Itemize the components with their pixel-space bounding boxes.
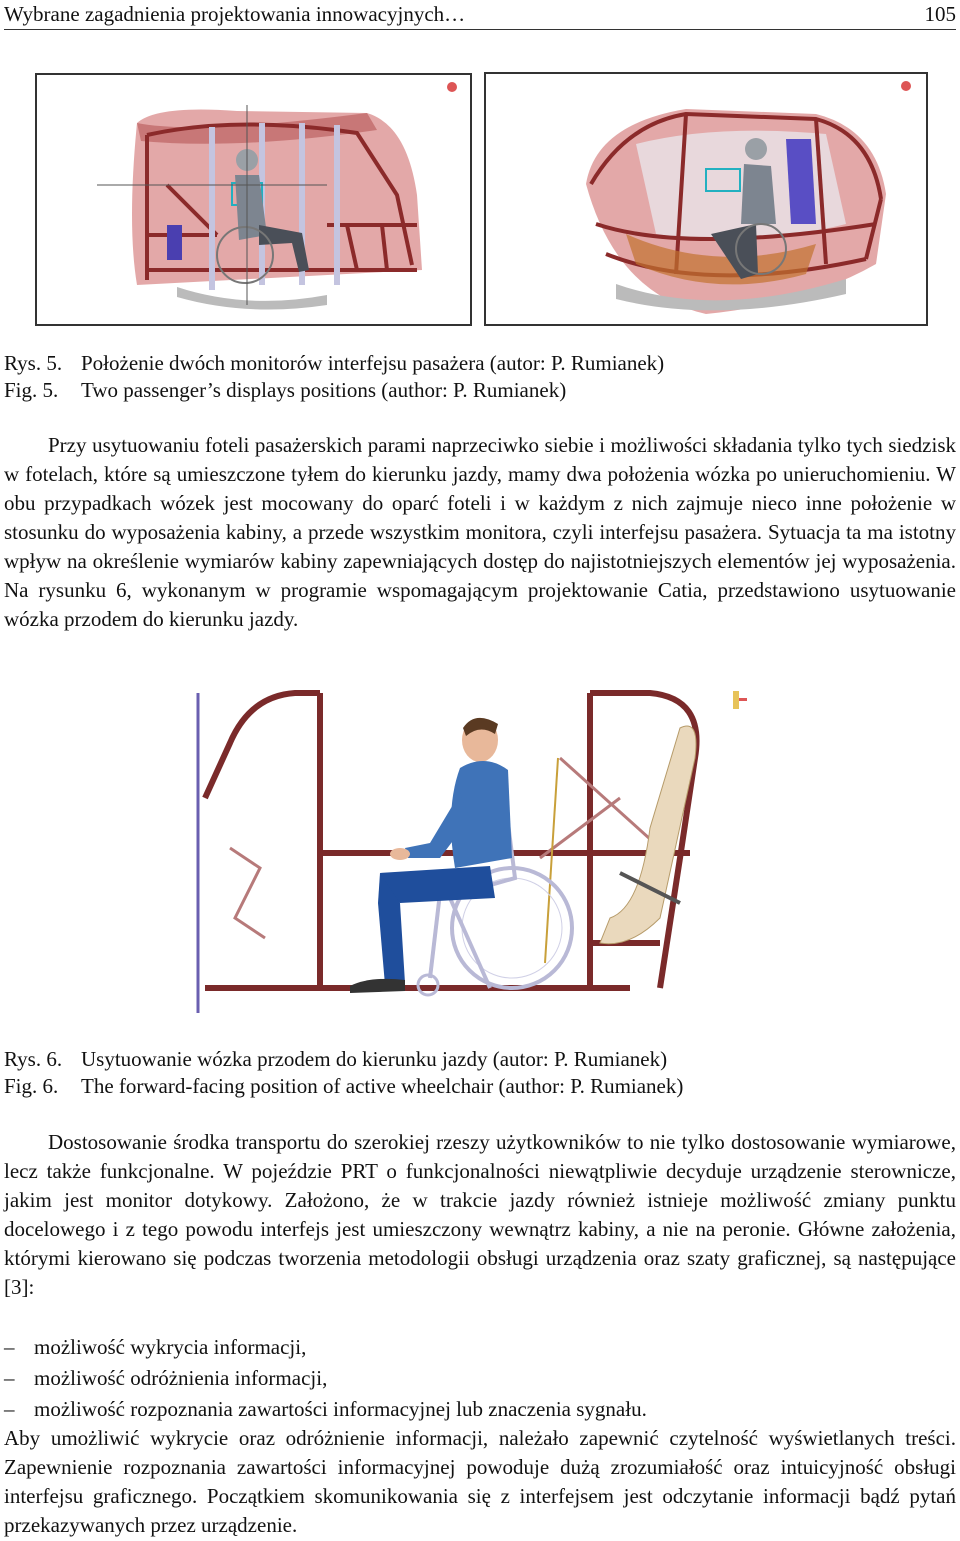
wheelchair-forward-illustration <box>190 688 775 1020</box>
figure-6-caption-pl <box>4 1046 667 1073</box>
list-dash: – <box>4 1335 15 1359</box>
figure-5-right-view <box>484 72 928 326</box>
caption-number: Fig. 5. <box>4 378 59 402</box>
cabin-perspective-illustration <box>486 74 926 324</box>
caption-text: Położenie dwóch monitorów interfejsu pasażera (autor: P. Rumianek) <box>81 351 665 375</box>
list-item <box>4 1394 956 1425</box>
running-header <box>4 0 956 30</box>
caption-text: Two passenger’s displays positions (author: P. Rumianek) <box>81 378 567 402</box>
page-number: 105 <box>924 2 956 26</box>
list-item-text: możliwość rozpoznania zawartości informacyjnej lub znaczenia sygnału. <box>34 1397 647 1421</box>
figure-5-caption-en <box>4 377 566 404</box>
list-item <box>4 1363 956 1394</box>
caption-number: Rys. 6. <box>4 1047 63 1071</box>
body-paragraph-3: Aby umożliwić wykrycie oraz odróżnienie informacji, należało zapewnić czytelność wyświetlanych treści. Zapewnienie rozpoznania zawartości informacyjnej powoduje dużą zrozumiałość oraz intuicyjność obsługi interfejsu graficznego. Początkiem skomunikowania się z interfejsem jest odczytanie informacji bądź pytań przekazywanych przez urządzenie. <box>4 1426 956 1537</box>
list-dash: – <box>4 1397 15 1421</box>
figure-5-caption-pl <box>4 350 664 377</box>
requirements-list <box>4 1332 956 1425</box>
figure-6-wheelchair-view <box>190 688 775 1020</box>
body-paragraph-1: Przy usytuowaniu foteli pasażerskich parami naprzeciwko siebie i możliwości składania tylko tych siedzisk w fotelach, które są umieszczone tyłem do kierunku jazdy, mamy dwa położenia wózka po unieruchomieniu. W obu przypadkach wózek jest mocowany do oparć foteli i w każdym z nich zajmuje nieco inne położenie w stosunku do wyposażenia kabiny, a przede wszystkim monitora, czyli interfejsu pasażera. Sytuacja ta ma istotny wpływ na określenie wymiarów kabiny zapewniających dostęp do najistotniejszych elementów jej wyposażenia. Na rysunku 6, wykonanym w programie wspomagającym projektowanie Catia, przedstawiono usytuowanie wózka przodem do kierunku jazdy. <box>4 433 956 631</box>
caption-text: Usytuowanie wózka przodem do kierunku jazdy (autor: P. Rumianek) <box>81 1047 668 1071</box>
figure-5-left-view <box>35 73 472 326</box>
cabin-side-view-illustration <box>37 75 470 324</box>
caption-number: Fig. 6. <box>4 1074 59 1098</box>
caption-text: The forward-facing position of active wheelchair (author: P. Rumianek) <box>81 1074 684 1098</box>
list-item <box>4 1332 956 1363</box>
list-dash: – <box>4 1366 15 1390</box>
body-paragraph-2: Dostosowanie środka transportu do szerokiej rzeszy użytkowników to nie tylko dostosowanie wymiarowe, lecz także funkcjonalne. W pojeździe PRT o funkcjonalności niewątpliwie decyduje urządzenie sterownicze, jakim jest monitor dotykowy. Założono, że w trakcie jazdy również istnieje możliwość zmiany punktu docelowego i z tego powodu interfejs jest umieszczony wewnątrz kabiny, a nie na peronie. Główne założenia, którymi kierowano się podczas tworzenia metodologii obsługi urządzenia oraz szaty graficznej, są następujące [3]: <box>4 1130 956 1299</box>
list-item-text: możliwość odróżnienia informacji, <box>34 1366 328 1390</box>
caption-number: Rys. 5. <box>4 351 63 375</box>
figure-6-caption-en <box>4 1073 683 1100</box>
list-item-text: możliwość wykrycia informacji, <box>34 1335 307 1359</box>
header-title: Wybrane zagadnienia projektowania innowacyjnych… <box>4 2 466 26</box>
